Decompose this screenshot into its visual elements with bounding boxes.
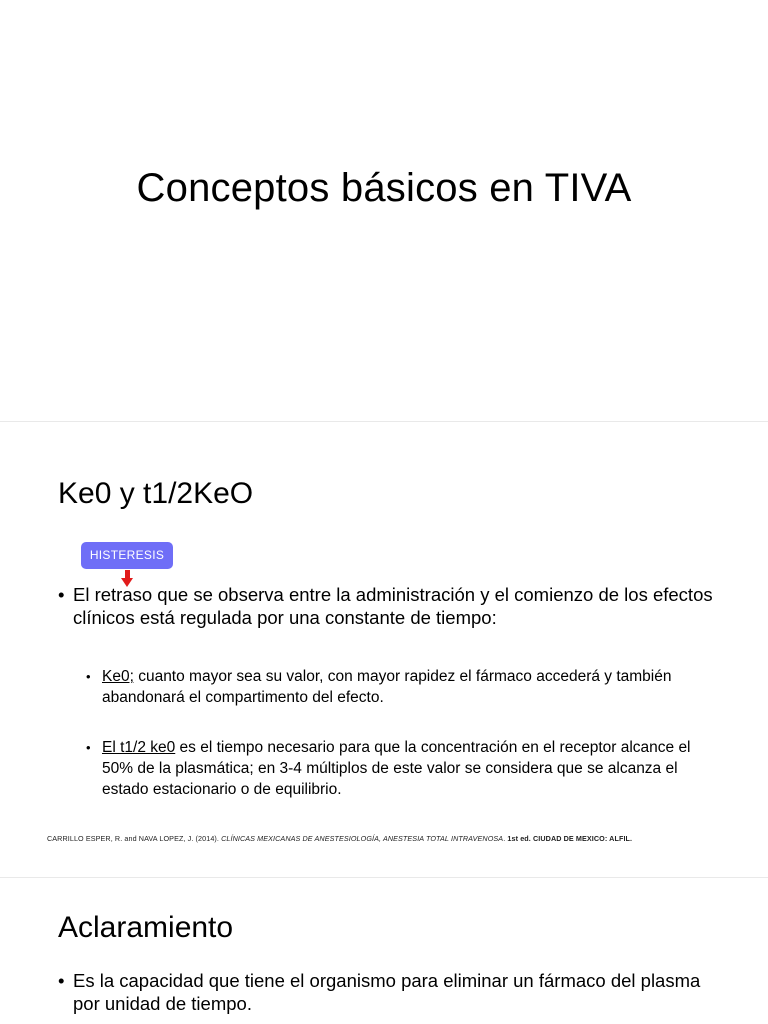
ref-title: CLÍNICAS MEXICANAS DE ANESTESIOLOGÍA, ANESTESIA TOTAL INTRAVENOSA bbox=[221, 834, 504, 843]
bullet-dot-icon: • bbox=[58, 584, 65, 605]
ref-edition: 1st ed. CIUDAD DE MEXICO: ALFIL. bbox=[507, 834, 633, 843]
t12-term: El t1/2 ke0 bbox=[102, 739, 176, 756]
sub-list-item-ke0 bbox=[86, 666, 706, 708]
ke0-heading: Ke0 y t1/2KeO bbox=[58, 477, 254, 510]
bullet-dot-icon: • bbox=[86, 669, 91, 684]
reference-citation bbox=[47, 834, 737, 843]
slide-divider bbox=[0, 421, 768, 422]
slide-divider bbox=[0, 877, 768, 878]
ref-sep: . bbox=[503, 834, 508, 843]
ref-authors: CARRILLO ESPER, R. and NAVA LOPEZ, J. (2014). bbox=[47, 834, 222, 843]
ke0-term: Ke0; bbox=[102, 668, 134, 685]
list-item bbox=[58, 969, 718, 1015]
bullet-text: El retraso que se observa entre la administración y el comienzo de los efectos clínicos está regulada por una constante de tiempo: bbox=[73, 584, 713, 628]
title-slide bbox=[0, 0, 768, 420]
bullet-dot-icon: • bbox=[86, 740, 91, 755]
bullet-text: Es la capacidad que tiene el organismo para eliminar un fármaco del plasma por unidad de tiempo. bbox=[73, 970, 701, 1014]
list-item bbox=[58, 583, 718, 629]
t12-definition: es el tiempo necesario para que la concentración en el receptor alcance el 50% de la plasmática; en 3-4 múltiplos de este valor se considera que se alcanza el estado estacionario o de equilibrio. bbox=[102, 739, 691, 798]
ke0-definition: cuanto mayor sea su valor, con mayor rapidez el fármaco accederá y también abandonará el compartimento del efecto. bbox=[102, 668, 672, 706]
sub-list-item-t12 bbox=[86, 737, 706, 800]
bullet-dot-icon: • bbox=[58, 970, 65, 991]
aclaramiento-heading: Aclaramiento bbox=[58, 911, 234, 944]
histeresis-badge: HISTERESIS bbox=[81, 542, 173, 569]
slide-title: Conceptos básicos en TIVA bbox=[136, 166, 632, 210]
